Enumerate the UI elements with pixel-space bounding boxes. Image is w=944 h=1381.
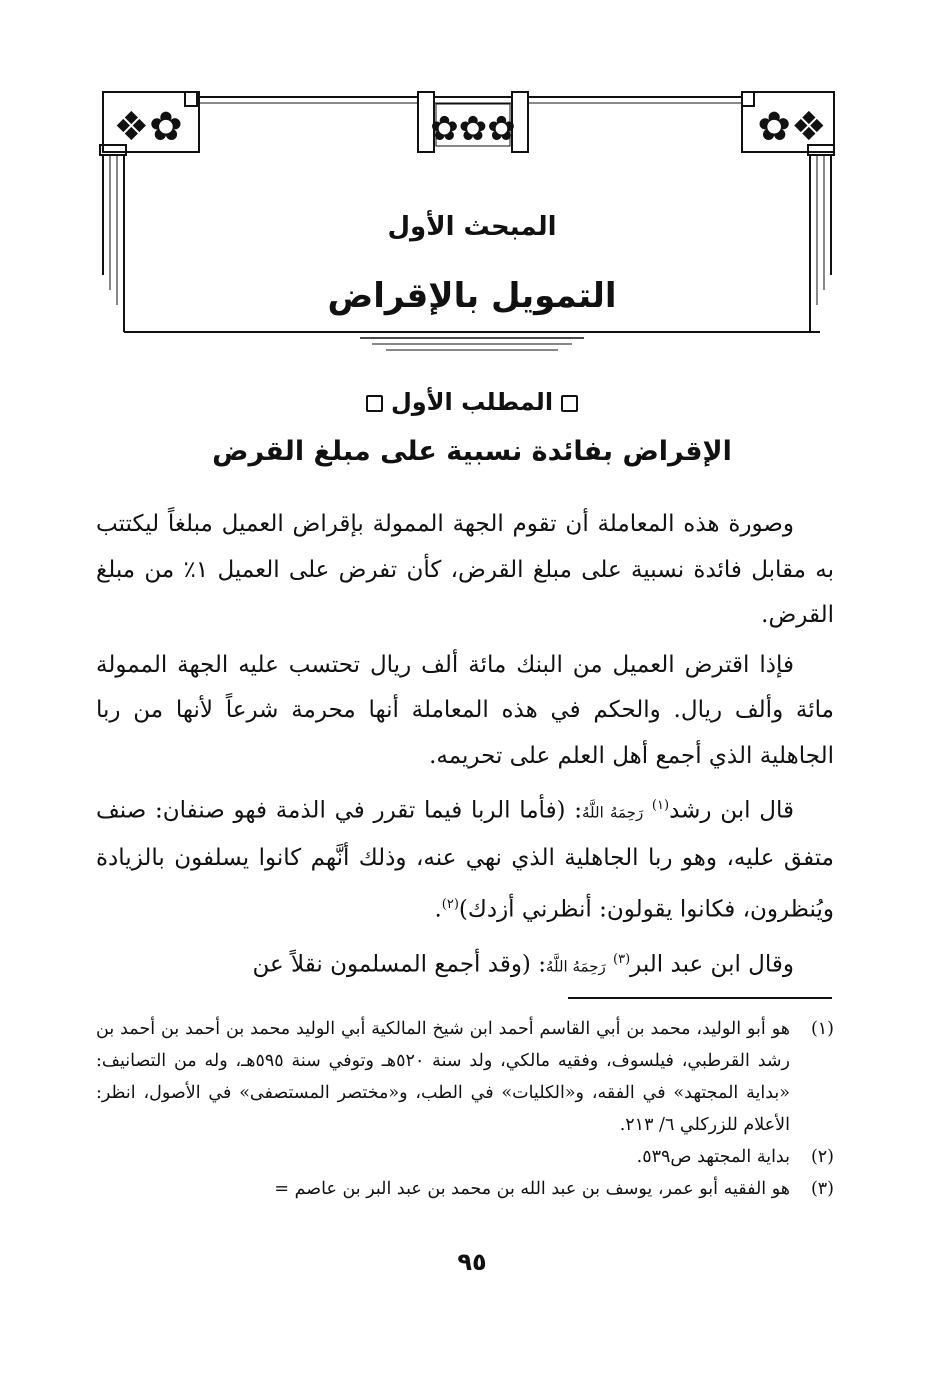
quote-end: . — [434, 896, 442, 923]
footnote — [96, 1141, 834, 1173]
honorific: رَحِمَهُ اللَّهُ — [545, 957, 606, 976]
footnote-number: (٣) — [810, 1179, 834, 1199]
body-text — [96, 502, 834, 994]
honorific: رَحِمَهُ اللَّهُ — [582, 803, 644, 822]
svg-text:✿❖: ✿❖ — [757, 104, 827, 150]
footnote-ref: (٣) — [613, 951, 631, 967]
square-bullet-icon — [366, 395, 383, 412]
paragraph: فإذا اقترض العميل من البنك مائة ألف ريال تحتسب عليه الجهة الممولة مائة وألف ريال. والحكم في هذه المعاملة أنها محرمة شرعاً لأنها من ربا الجاهلية الذي أجمع أهل العلم على تحريمه. — [96, 651, 834, 769]
footnote-ref: (١) — [651, 798, 670, 813]
footnote-separator — [568, 997, 832, 999]
footnote-number: (١) — [810, 1019, 834, 1039]
svg-text:❖✿: ❖✿ — [113, 104, 183, 150]
section-label — [0, 388, 944, 416]
footnote-text: بداية المجتهد ص٥٣٩. — [636, 1147, 790, 1167]
page-number: ٩٥ — [457, 1248, 487, 1276]
chapter-title: التمويل بالإقراض — [327, 276, 617, 316]
square-bullet-icon — [561, 395, 578, 412]
svg-text:✿✿✿: ✿✿✿ — [430, 109, 516, 149]
footnote-number: (٢) — [810, 1147, 834, 1167]
footnote-ref: (٢) — [441, 896, 459, 912]
quote-paragraph — [96, 937, 834, 990]
section-label-text: المطلب الأول — [390, 388, 554, 416]
quote-text: : (وقد أجمع المسلمون نقلاً عن — [252, 951, 546, 978]
footnote — [96, 1013, 834, 1141]
footnote — [96, 1173, 834, 1205]
quote-intro: قال ابن رشد — [669, 797, 794, 824]
footnote-text: هو الفقيه أبو عمر، يوسف بن عبد الله بن محمد بن عبد البر بن عاصم = — [274, 1179, 790, 1199]
quote-intro: وقال ابن عبد البر — [630, 951, 794, 978]
quote-text: : (فأما الربا فيما تقرر في الذمة فهو صنفان: صنف متفق عليه، وهو ربا الجاهلية الذي نهي عنه، وذلك أنَّهم كانوا يسلفون بالزيادة ويُنظرون، فكانوا يقولون: أنظرني أزدك) — [96, 797, 834, 923]
paragraph: وصورة هذه المعاملة أن تقوم الجهة الممولة بإقراض العميل مبلغاً ليكتتب به مقابل فائدة نسبية على مبلغ القرض، كأن تفرض على العميل ١٪ من مبلغ القرض. — [96, 511, 834, 628]
footnote-text: هو أبو الوليد، محمد بن أبي القاسم أحمد ابن شيخ المالكية أبي الوليد محمد بن أحمد بن أحمد بن رشد القرطبي، فيلسوف، وفقيه مالكي، ولد سنة ٥٢٠هـ وتوفي سنة ٥٩٥هـ، وله من التصانيف: «بداية المجتهد» في الفقه، و«الكليات» في الطب، و«مختصر المستصفى» في الأصول، انظر: الأعلام للزركلي ٦/ ٢١٣. — [96, 1019, 790, 1135]
chapter-label: المبحث الأول — [387, 212, 557, 242]
footnotes — [96, 1013, 834, 1205]
quote-paragraph — [96, 783, 834, 933]
section-title: الإقراض بفائدة نسبية على مبلغ القرض — [212, 436, 732, 467]
